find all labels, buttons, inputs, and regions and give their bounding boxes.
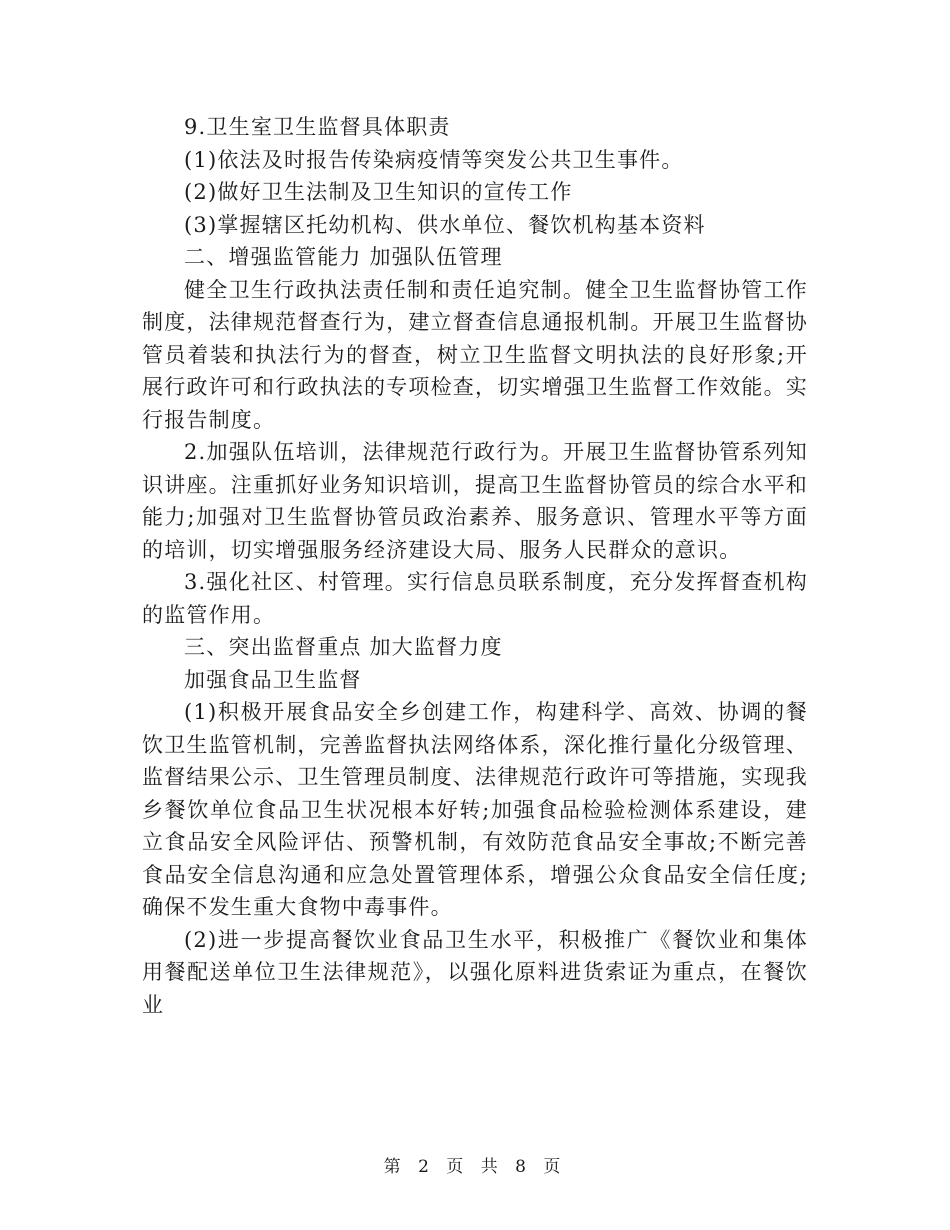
paragraph: 健全卫生行政执法责任制和责任追究制。健全卫生监督协管工作制度，法律规范督查行为，建立督查信息通报机制。开展卫生监督协管员着装和执法行为的督查，树立卫生监督文明执法的良好形象;开展行政许可和行政执法的专项检查，切实增强卫生监督工作效能。实行报告制度。 bbox=[142, 277, 808, 432]
paragraph: (1)依法及时报告传染病疫情等突发公共卫生事件。 bbox=[184, 147, 684, 172]
section-heading: 三、突出监督重点 加大监督力度 bbox=[184, 635, 503, 659]
paragraph: 3.强化社区、村管理。实行信息员联系制度，充分发挥督查机构的监管作用。 bbox=[142, 570, 808, 627]
paragraph: (1)积极开展食品安全乡创建工作，构建科学、高效、协调的餐饮卫生监管机制，完善监督执法网络体系，深化推行量化分级管理、监督结果公示、卫生管理员制度、法律规范行政许可等措施，实现我乡餐饮单位食品卫生状况根本好转;加强食品检验检测体系建设，建立食品安全风险评估、预警机制，有效防范食品安全事故;不断完善食品安全信息沟通和应急处置管理体系，增强公众食品安全信任度;确保不发生重大食物中毒事件。 bbox=[142, 700, 808, 919]
page-number-label: 第 2 页 共 8 页 bbox=[383, 1157, 567, 1177]
paragraph: (2)做好卫生法制及卫生知识的宣传工作 bbox=[184, 180, 573, 204]
paragraph: (3)掌握辖区托幼机构、供水单位、餐饮机构基本资料 bbox=[184, 212, 706, 237]
page-footer bbox=[0, 1152, 950, 1177]
section-heading: 二、增强监管能力 加强队伍管理 bbox=[184, 245, 503, 269]
paragraph: 加强食品卫生监督 bbox=[184, 667, 362, 692]
document-body bbox=[142, 111, 808, 1021]
paragraph: 2.加强队伍培训，法律规范行政行为。开展卫生监督协管系列知识讲座。注重抓好业务知识培训，提高卫生监督协管员的综合水平和能力;加强对卫生监督协管员政治素养、服务意识、管理水平等方面的培训，切实增强服务经济建设大局、服务人民群众的意识。 bbox=[142, 440, 808, 562]
paragraph: 9.卫生室卫生监督具体职责 bbox=[184, 115, 451, 139]
paragraph: (2)进一步提高餐饮业食品卫生水平，积极推广《餐饮业和集体用餐配送单位卫生法律规范》，以强化原料进货索证为重点，在餐饮业 bbox=[142, 927, 808, 1017]
